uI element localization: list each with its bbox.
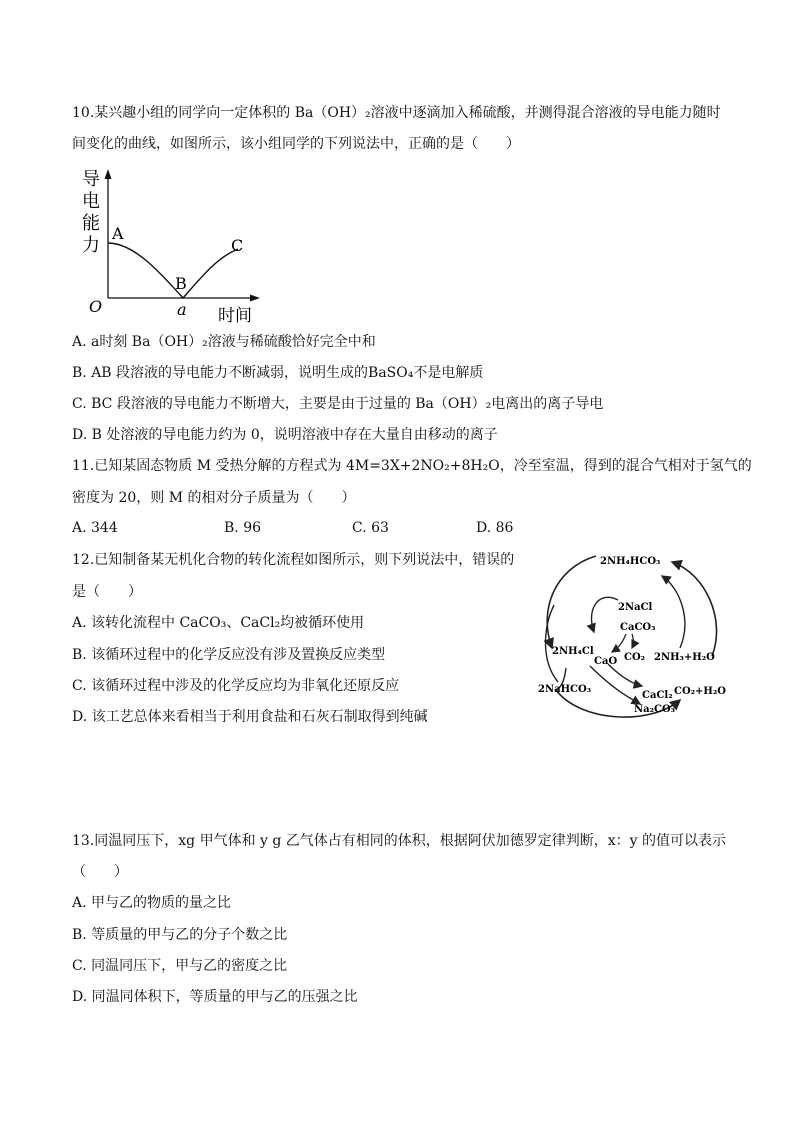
y-axis-label-3: 能 — [82, 213, 100, 234]
q12-stem-line1: 12.已知制备某无机化合物的转化流程如图所示，则下列说法中，错误的 — [72, 552, 515, 568]
q10-stem-line1: 10.某兴趣小组的同学向一定体积的 Ba（OH）₂溶液中逐滴加入稀硫酸，并测得混合溶液的导电能力随时 — [72, 105, 721, 121]
label-nahco3: 2NaHCO₃ — [538, 684, 592, 695]
label-cacl2: CaCl₂ — [642, 690, 673, 701]
point-a-label: A — [112, 224, 124, 243]
q11-option-a: A. 344 — [72, 520, 118, 536]
label-na2co3: Na₂CO₃ — [634, 704, 676, 715]
label-caco3: CaCO₃ — [620, 622, 656, 633]
q10-option-d: D. B 处溶液的导电能力约为 0，说明溶液中存在大量自由移动的离子 — [72, 427, 498, 443]
q12-option-c: C. 该循环过程中涉及的化学反应均为非氧化还原反应 — [72, 678, 400, 694]
q13-option-c: C. 同温同压下，甲与乙的密度之比 — [72, 958, 288, 974]
origin-label: O — [89, 297, 103, 316]
arc-nh3-to-nh4hco3 — [662, 576, 685, 648]
q10-stem-line2: 间变化的曲线，如图所示，该小组同学的下列说法中，正确的是（ ） — [72, 136, 520, 152]
q13-option-a: A. 甲与乙的物质的量之比 — [72, 895, 232, 911]
y-axis-label-1: 导 — [82, 169, 100, 190]
label-nh4hco3: 2NH₄HCO₃ — [600, 556, 661, 567]
q12-option-b: B. 该循环过程中的化学反应没有涉及置换反应类型 — [72, 647, 386, 663]
q12-stem-line2: 是（ ） — [72, 584, 142, 600]
q12-cycle-diagram — [530, 540, 730, 730]
x-axis-label: 时间 — [218, 306, 252, 325]
label-nh4cl: 2NH₄Cl — [552, 646, 594, 657]
arc-caco3-to-co2 — [632, 634, 634, 648]
label-nacl: 2NaCl — [618, 602, 653, 613]
label-co2: CO₂ — [624, 652, 646, 663]
y-axis-label-2: 电 — [82, 191, 100, 212]
arc-right-to-nh4hco3 — [672, 562, 717, 656]
q13-option-d: D. 同温同体积下，等质量的甲与乙的压强之比 — [72, 989, 358, 1005]
arc-nacl-to-nh4cl — [591, 597, 618, 632]
arc-caco3-to-cao — [612, 634, 626, 652]
x-axis-arrow — [250, 295, 260, 302]
q11-stem-line1: 11.已知某固态物质 M 受热分解的方程式为 4M=3X+2NO₂+8H₂O，冷至室温，得到的混合气相对于氢气的 — [72, 458, 752, 474]
label-cao: CaO — [594, 656, 618, 667]
y-axis-label-4: 力 — [82, 235, 100, 256]
arc-nh4hco3-to-nh4cl — [547, 556, 596, 648]
label-co2h2o: CO₂+H₂O — [674, 686, 726, 697]
arc-cao-to-cacl2 — [608, 664, 642, 686]
q11-stem-line2: 密度为 20，则 M 的相对分子质量为（ ） — [72, 490, 356, 506]
q11-option-c: C. 63 — [352, 520, 389, 536]
q11-option-b: B. 96 — [224, 520, 262, 536]
y-axis-arrow — [105, 169, 112, 179]
q11-option-d: D. 86 — [476, 520, 514, 536]
q10-option-c: C. BC 段溶液的导电能力不断增大，主要是由于过量的 Ba（OH）₂电离出的离子导电 — [72, 396, 604, 412]
x-mark-a: a — [177, 300, 187, 319]
label-nh3h2o: 2NH₃+H₂O — [654, 652, 715, 663]
point-c-label: C — [231, 236, 244, 255]
conductivity-curve — [108, 243, 238, 298]
q12-option-a: A. 该转化流程中 CaCO₃、CaCl₂均被循环使用 — [72, 615, 365, 631]
q12-option-d: D. 该工艺总体来看相当于利用食盐和石灰石制取得到纯碱 — [72, 709, 428, 725]
q13-stem-line1: 13.同温同压下，xg 甲气体和 y g 乙气体占有相同的体积，根据阿伏加德罗定律判断，x：y 的值可以表示 — [72, 833, 727, 849]
q10-conductivity-graph — [78, 165, 268, 325]
q10-option-a: A. a时刻 Ba（OH）₂溶液与稀硫酸恰好完全中和 — [72, 334, 376, 350]
q13-option-b: B. 等质量的甲与乙的分子个数之比 — [72, 927, 288, 943]
q10-option-b: B. AB 段溶液的导电能力不断减弱，说明生成的BaSO₄不是电解质 — [72, 365, 484, 381]
arc-nh4cl-to-na2co3 — [590, 666, 640, 704]
point-b-label: B — [175, 274, 187, 293]
q13-stem-line2: （ ） — [72, 864, 128, 880]
